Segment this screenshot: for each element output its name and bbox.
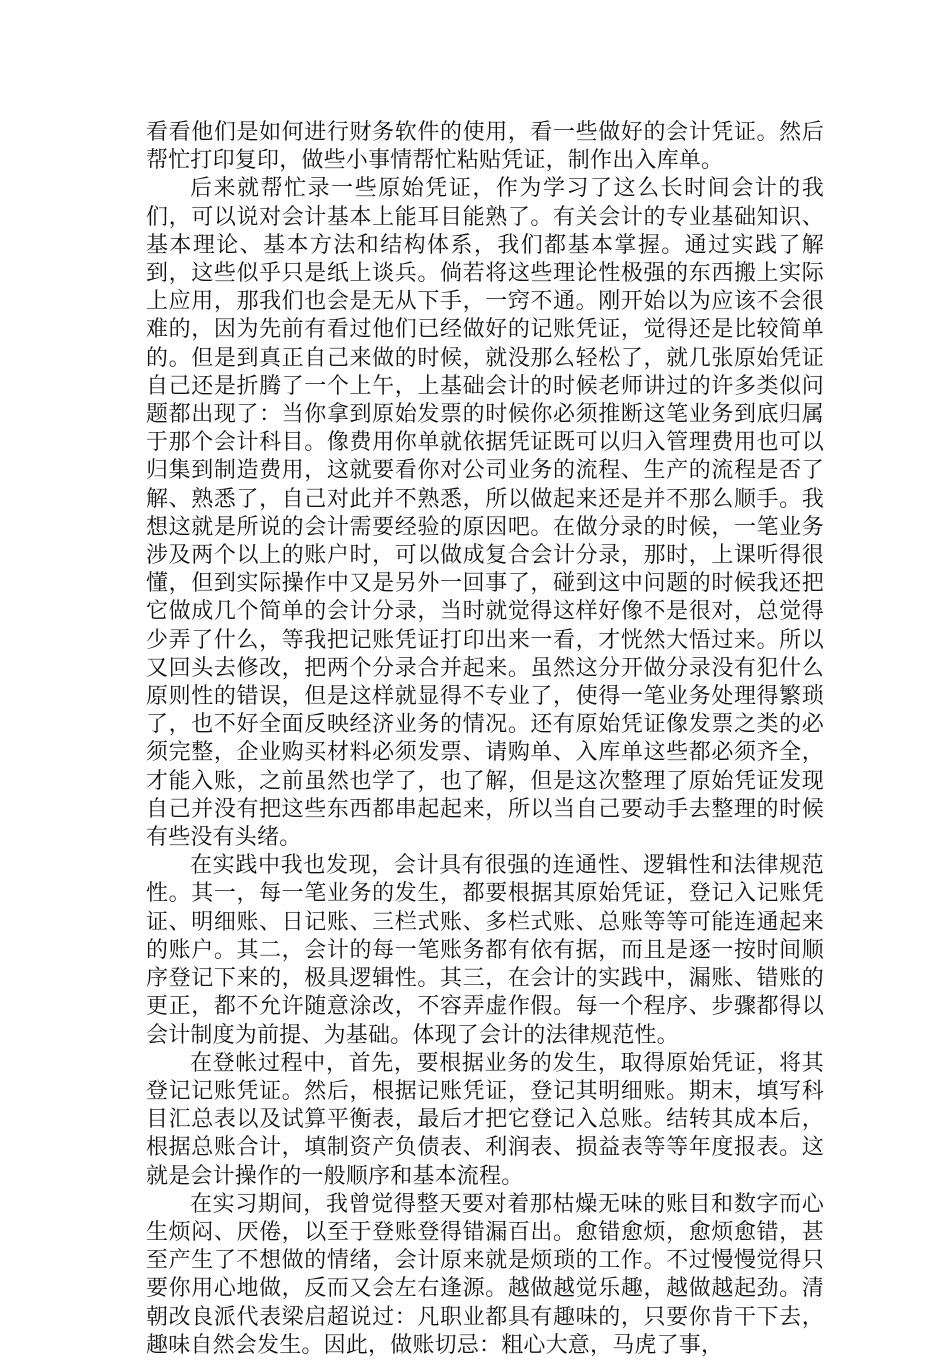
paragraph-3: 在实践中我也发现，会计具有很强的连通性、逻辑性和法律规范性。其一，每一笔业务的发生，都要根据其原始凭证，登记入记账凭证、明细账、日记账、三栏式账、多栏式账、总账等等可能连通起来的账户。其二，会计的每一笔账务都有依有据，而且是逐一按时间顺序登记下来的，极具逻辑性。其三，在会计的实践中，漏账、错账的更正，都不允许随意涂改，不容弄虚作假。每一个程序、步骤都得以会计制度为前提、为基础。体现了会计的法律规范性。 [146,853,824,1048]
document-page [146,119,824,1360]
paragraph-5: 在实习期间，我曾觉得整天要对着那枯燥无味的账目和数字而心生烦闷、厌倦，以至于登账登得错漏百出。愈错愈烦，愈烦愈错，甚至产生了不想做的情绪，会计原来就是烦琐的工作。不过慢慢觉得只要你用心地做，反而又会左右逢源。越做越觉乐趣，越做越起劲。清朝改良派代表梁启超说过：凡职业都具有趣味的，只要你肯干下去，趣味自然会发生。因此，做账切忌：粗心大意，马虎了事， [146,1191,824,1358]
paragraph-4: 在登帐过程中，首先，要根据业务的发生，取得原始凭证，将其登记记账凭证。然后，根据记账凭证，登记其明细账。期末，填写科目汇总表以及试算平衡表，最后才把它登记入总账。结转其成本后，根据总账合计，填制资产负债表、利润表、损益表等等年度报表。这就是会计操作的一般顺序和基本流程。 [146,1050,824,1189]
paragraph-2: 后来就帮忙录一些原始凭证，作为学习了这么长时间会计的我们，可以说对会计基本上能耳目能熟了。有关会计的专业基础知识、基本理论、基本方法和结构体系，我们都基本掌握。通过实践了解到，这些似乎只是纸上谈兵。倘若将这些理论性极强的东西搬上实际上应用，那我们也会是无从下手，一窍不通。刚开始以为应该不会很难的，因为先前有看过他们已经做好的记账凭证，觉得还是比较简单的。但是到真正自己来做的时候，就没那么轻松了，就几张原始凭证自己还是折腾了一个上午，上基础会计的时候老师讲过的许多类似问题都出现了：当你拿到原始发票的时候你必须推断这笔业务到底归属于那个会计科目。像费用你单就依据凭证既可以归入管理费用也可以归集到制造费用，这就要看你对公司业务的流程、生产的流程是否了解、熟悉了，自己对此并不熟悉，所以做起来还是并不那么顺手。我想这就是所说的会计需要经验的原因吧。在做分录的时候，一笔业务涉及两个以上的账户时，可以做成复合会计分录，那时，上课听得很懂，但到实际操作中又是另外一回事了，碰到这中问题的时候我还把它做成几个简单的会计分录，当时就觉得这样好像不是很对，总觉得少弄了什么，等我把记账凭证打印出来一看，才恍然大悟过来。所以又回头去修改，把两个分录合并起来。虽然这分开做分录没有犯什么原则性的错误，但是这样就显得不专业了，使得一笔业务处理得繁琐了，也不好全面反映经济业务的情况。还有原始凭证像发票之类的必须完整，企业购买材料必须发票、请购单、入库单这些都必须齐全，才能入账，之前虽然也学了，也了解，但是这次整理了原始凭证发现自己并没有把这些东西都串起起来，所以当自己要动手去整理的时候有些没有头绪。 [146,176,824,851]
paragraph-1: 看看他们是如何进行财务软件的使用，看一些做好的会计凭证。然后帮忙打印复印，做些小事情帮忙粘贴凭证，制作出入库单。 [146,120,824,174]
